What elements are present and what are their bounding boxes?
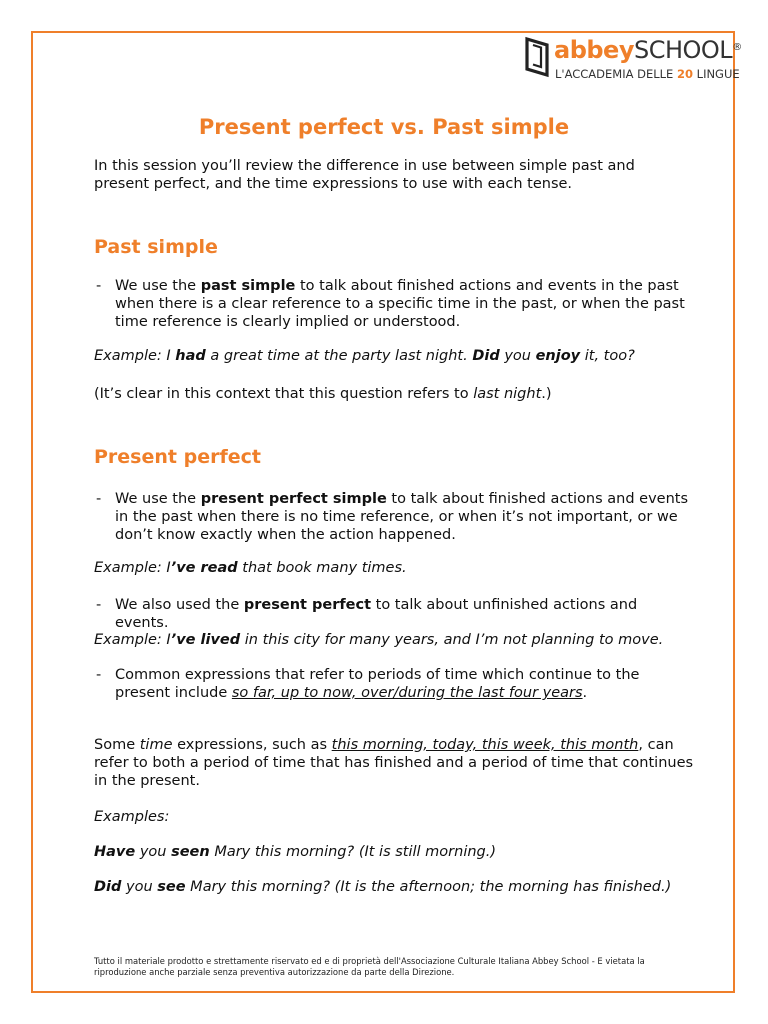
intro-paragraph: In this session you’ll review the difference in use between simple past and present perfect, and the time expressions to use with each tense.: [94, 158, 635, 192]
copyright-footer: Tutto il materiale prodotto e strettamente riservato ed e di proprietà dell'Associazione Culturale Italiana Abbey School - E vietata la riproduzione anche parziale senza preventiva autorizzazione da parte della Direzione.: [94, 956, 645, 977]
present-perfect-example-1: Example: I’ve read that book many times.: [94, 560, 407, 576]
examples-label: Examples:: [94, 809, 170, 825]
present-perfect-bullet-1: - We use the present perfect simple to talk about finished actions and events in the past when there is no time reference, or when it’s not important, or we don’t know exactly when the action happened.: [96, 491, 689, 543]
present-perfect-example-2: Example: I’ve lived in this city for many years, and I’m not planning to move.: [94, 632, 664, 648]
time-expressions-paragraph: Some time expressions, such as this morning, today, this week, this month, can refer to both a period of time that has finished and a period of time that continues in the present.: [94, 737, 694, 789]
present-perfect-bullet-3: - Common expressions that refer to periods of time which continue to the present include so far, up to now, over/during the last four years.: [96, 667, 640, 701]
present-perfect-heading: Present perfect: [94, 446, 261, 468]
past-simple-example: Example: I had a great time at the party last night. Did you enjoy it, too?: [94, 348, 635, 364]
past-simple-bullet: - We use the past simple to talk about finished actions and events in the past when there is a clear reference to a specific time in the past, or when the past time reference is clearly implied or understood.: [96, 278, 685, 330]
example-did-see: Did you see Mary this morning? (It is the afternoon; the morning has finished.): [94, 879, 672, 895]
past-simple-note: (It’s clear in this context that this question refers to last night.): [94, 386, 552, 402]
present-perfect-bullet-2: - We also used the present perfect to talk about unfinished actions and events.: [96, 597, 638, 631]
abbey-school-logo: [524, 35, 742, 85]
logo-brand: abbeySCHOOL®: [554, 36, 742, 64]
example-have-seen: Have you seen Mary this morning? (It is still morning.): [94, 844, 497, 860]
logo-mark-icon: [524, 35, 550, 79]
page-title: Present perfect vs. Past simple: [198, 115, 570, 139]
logo-tagline: L'ACCADEMIA DELLE 20 LINGUE: [555, 67, 740, 81]
past-simple-heading: Past simple: [94, 236, 218, 258]
